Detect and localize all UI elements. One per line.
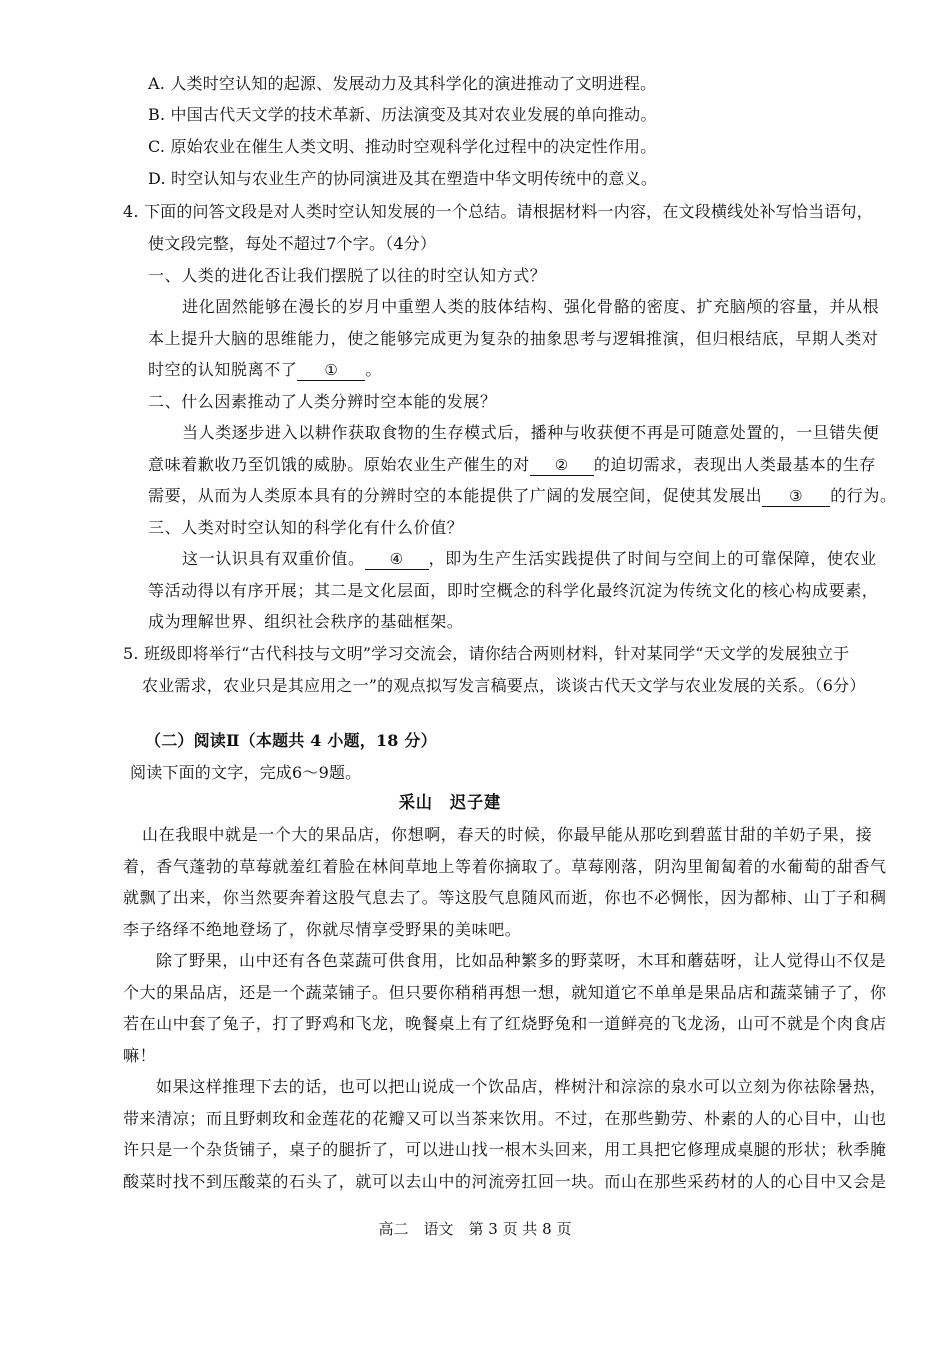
- article-para2-line1: 除了野果，山中还有各色菜蔬可供食用，比如品种繁多的野菜呀，木耳和蘑菇呀，让人觉得山不仅是: [156, 951, 887, 970]
- option-d: D. 时空认知与农业生产的协同演进及其在塑造中华文明传统中的意义。: [148, 169, 658, 188]
- section-2-heading: （二）阅读Ⅱ（本题共 4 小题，18 分）: [145, 731, 437, 750]
- article-title: 采山 迟子建: [398, 793, 502, 813]
- q4-para2-line3-end: 的行为。: [830, 486, 897, 505]
- q4-stem-line2: 使文段完整，每处不超过7个字。（4分）: [148, 234, 437, 253]
- q4-para2-line2-end: 的迫切需求，表现出人类最基本的生存: [593, 455, 877, 474]
- blank-number-3: ③: [789, 487, 804, 505]
- q4-heading-3: 三、人类对时空认知的科学化有什么价值？: [148, 518, 464, 537]
- answer-blank-2[interactable]: [530, 455, 594, 476]
- option-a: A. 人类时空认知的起源、发展动力及其科学化的演进推动了文明进程。: [148, 74, 657, 93]
- blank-number-2: ②: [554, 456, 569, 474]
- q4-para1-line3-text: 时空的认知脱离不了: [148, 360, 298, 379]
- article-para2-line4: 嘛！: [123, 1046, 157, 1065]
- q4-heading-1: 一、人类的进化否让我们摆脱了以往的时空认知方式？: [148, 266, 547, 285]
- q4-para1-line1: 进化固然能够在漫长的岁月中重塑人类的肢体结构、强化骨骼的密度、扩充脑颅的容量，并从根: [182, 297, 880, 316]
- q4-para1-line3-end: 。: [365, 360, 383, 379]
- article-para2-line3: 若在山中套了兔子，打了野鸡和飞龙，晚餐桌上有了红烧野兔和一道鲜亮的飞龙汤，山可不就是个肉食店: [123, 1014, 887, 1033]
- article-para1-line2: 着，香气蓬勃的草莓就羞红着脸在林间草地上等着你摘取了。草莓刚落，阴沟里匍匐着的水葡萄的甜香气: [123, 857, 887, 876]
- q4-heading-2: 二、什么因素推动了人类分辨时空本能的发展？: [148, 392, 497, 411]
- q4-stem-line1: 4. 下面的问答文段是对人类时空认知发展的一个总结。请根据材料一内容，在文段横线处补写恰当语句，: [123, 202, 873, 221]
- article-para3-line4: 酸菜时找不到压酸菜的石头了，就可以去山中的河流旁扛回一块。而山在那些采药材的人的心目中又会是: [123, 1172, 887, 1191]
- q4-para3-line1-end: ，即为生产生活实践提供了时间与空间上的可靠保障，使农业: [428, 549, 877, 568]
- article-para1-line3: 就飘了出来，你当然要奔着这股气息去了。等这股气息随风而逝，你也不必惆怅，因为都柿、山丁子和稠: [123, 888, 887, 907]
- q4-para2-line3-text: 需要，从而为人类原本具有的分辨时空的本能提供了广阔的发展空间，促使其发展出: [148, 486, 763, 505]
- article-para3-line1: 如果这样推理下去的话，也可以把山说成一个饮品店，桦树汁和淙淙的泉水可以立刻为你祛除暑热，: [156, 1077, 887, 1096]
- article-para1-line4: 李子络绎不绝地登场了，你就尽情享受野果的美味吧。: [123, 920, 522, 939]
- q4-para1-line3: [148, 359, 382, 381]
- q4-para3-line1: [182, 548, 877, 570]
- q4-para3-line2: 等活动得以有序开展；其二是文化层面，即时空概念的科学化最终沉淀为传统文化的核心构成要素，: [148, 581, 879, 600]
- option-c: C. 原始农业在催生人类文明、推动时空观科学化过程中的决定性作用。: [148, 137, 657, 156]
- q5-line1: 5. 班级即将举行“古代科技与文明”学习交流会，请你结合两则材料，针对某同学“天文学的发展独立于: [123, 644, 850, 663]
- article-para3-line3: 许只是一个杂货铺子，桌子的腿折了，可以进山找一根木头回来，用工具把它修理成桌腿的形状；秋季腌: [123, 1140, 887, 1159]
- q4-para1-line2: 本上提升大脑的思维能力，使之能够完成更为复杂的抽象思考与逻辑推演，但归根结底，早期人类对: [148, 329, 879, 348]
- q4-para2-line3: [148, 485, 897, 507]
- option-b: B. 中国古代天文学的技术革新、历法演变及其对农业发展的单向推动。: [148, 105, 657, 124]
- section-2-instruction: 阅读下面的文字，完成6～9题。: [130, 763, 362, 782]
- answer-blank-3[interactable]: [762, 486, 830, 507]
- article-para3-line2: 带来清凉；而且野刺玫和金莲花的花瓣又可以当茶来饮用。不过，在那些勤劳、朴素的人的心目中，山也: [123, 1109, 887, 1128]
- q4-para2-line1: 当人类逐步进入以耕作获取食物的生存模式后，播种与收获便不再是可随意处置的，一旦错失便: [182, 423, 880, 442]
- answer-blank-1[interactable]: [297, 360, 365, 381]
- page-footer: 高二 语文 第 3 页 共 8 页: [378, 1220, 572, 1238]
- blank-number-1: ①: [324, 361, 339, 379]
- blank-number-4: ④: [389, 550, 404, 568]
- answer-blank-4[interactable]: [365, 549, 429, 570]
- q4-para2-line2: [148, 454, 876, 476]
- q4-para3-line3: 成为理解世界、组织社会秩序的基础框架。: [148, 612, 464, 631]
- article-para1-line1: 山在我眼中就是一个大的果品店，你想啊，春天的时候，你最早能从那吃到碧蓝甘甜的羊奶子果，接: [142, 825, 873, 844]
- q4-para3-line1-text: 这一认识具有双重价值。: [182, 549, 365, 568]
- q4-para2-line2-text: 意味着歉收乃至饥饿的威胁。原始农业生产催生的对: [148, 455, 530, 474]
- q5-line2: 农业需求，农业只是其应用之一”的观点拟写发言稿要点，谈谈古代天文学与农业发展的关系。（6分）: [142, 676, 866, 695]
- article-para2-line2: 个大的果品店，还是一个蔬菜铺子。但只要你稍稍再想一想，就知道它不单单是果品店和蔬菜铺子了，你: [123, 983, 887, 1002]
